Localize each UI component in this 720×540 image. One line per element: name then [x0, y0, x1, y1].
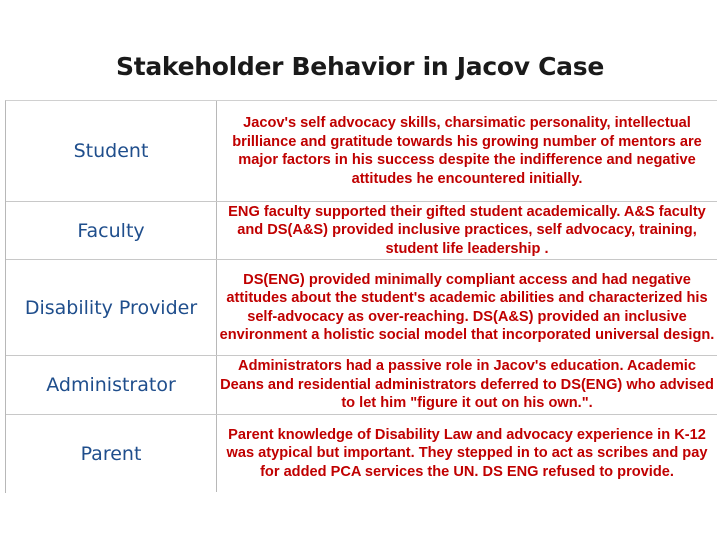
table-row-faculty: [6, 202, 717, 260]
row-label-administrator: Administrator: [6, 356, 217, 414]
row-text-faculty: ENG faculty supported their gifted student academically. A&S faculty and DS(A&S) provided inclusive practices, self advocacy, training, student life leadership .: [228, 203, 706, 257]
row-label-student: Student: [6, 101, 217, 201]
table-row-administrator: [6, 356, 717, 415]
row-label-parent: Parent: [6, 415, 217, 492]
row-label-disability-provider: Disability Provider: [6, 260, 217, 355]
table-row-student: [6, 101, 717, 202]
table-row-disability-provider: [6, 260, 717, 356]
slide-title: Stakeholder Behavior in Jacov Case: [115, 52, 604, 81]
row-text-disability-provider: DS(ENG) provided minimally compliant access and had negative attitudes about the student's academic abilities and characterized his self-advocacy as over-reaching. DS(A&S) provided an inclusive environment a holistic social model that incorporated universal design.: [219, 271, 715, 343]
table-row-parent: [6, 415, 717, 492]
row-text-student: Jacov's self advocacy skills, charsimatic personality, intellectual brilliance and gratitude towards his growing number of mentors are major factors in his success despite the indifference and negative attitudes he encountered initially.: [232, 115, 702, 187]
row-text-parent: Parent knowledge of Disability Law and advocacy experience in K-12 was atypical but important. They stepped in to act as scribes and pay for added PCA services the UN. DS ENG refused to provide.: [226, 426, 708, 480]
stakeholder-table: [5, 100, 717, 493]
row-text-administrator: Administrators had a passive role in Jacov's education. Academic Deans and residential administrators deferred to DS(ENG) who advised to let him "figure it out on his own.".: [220, 358, 714, 412]
row-label-faculty: Faculty: [6, 202, 217, 259]
